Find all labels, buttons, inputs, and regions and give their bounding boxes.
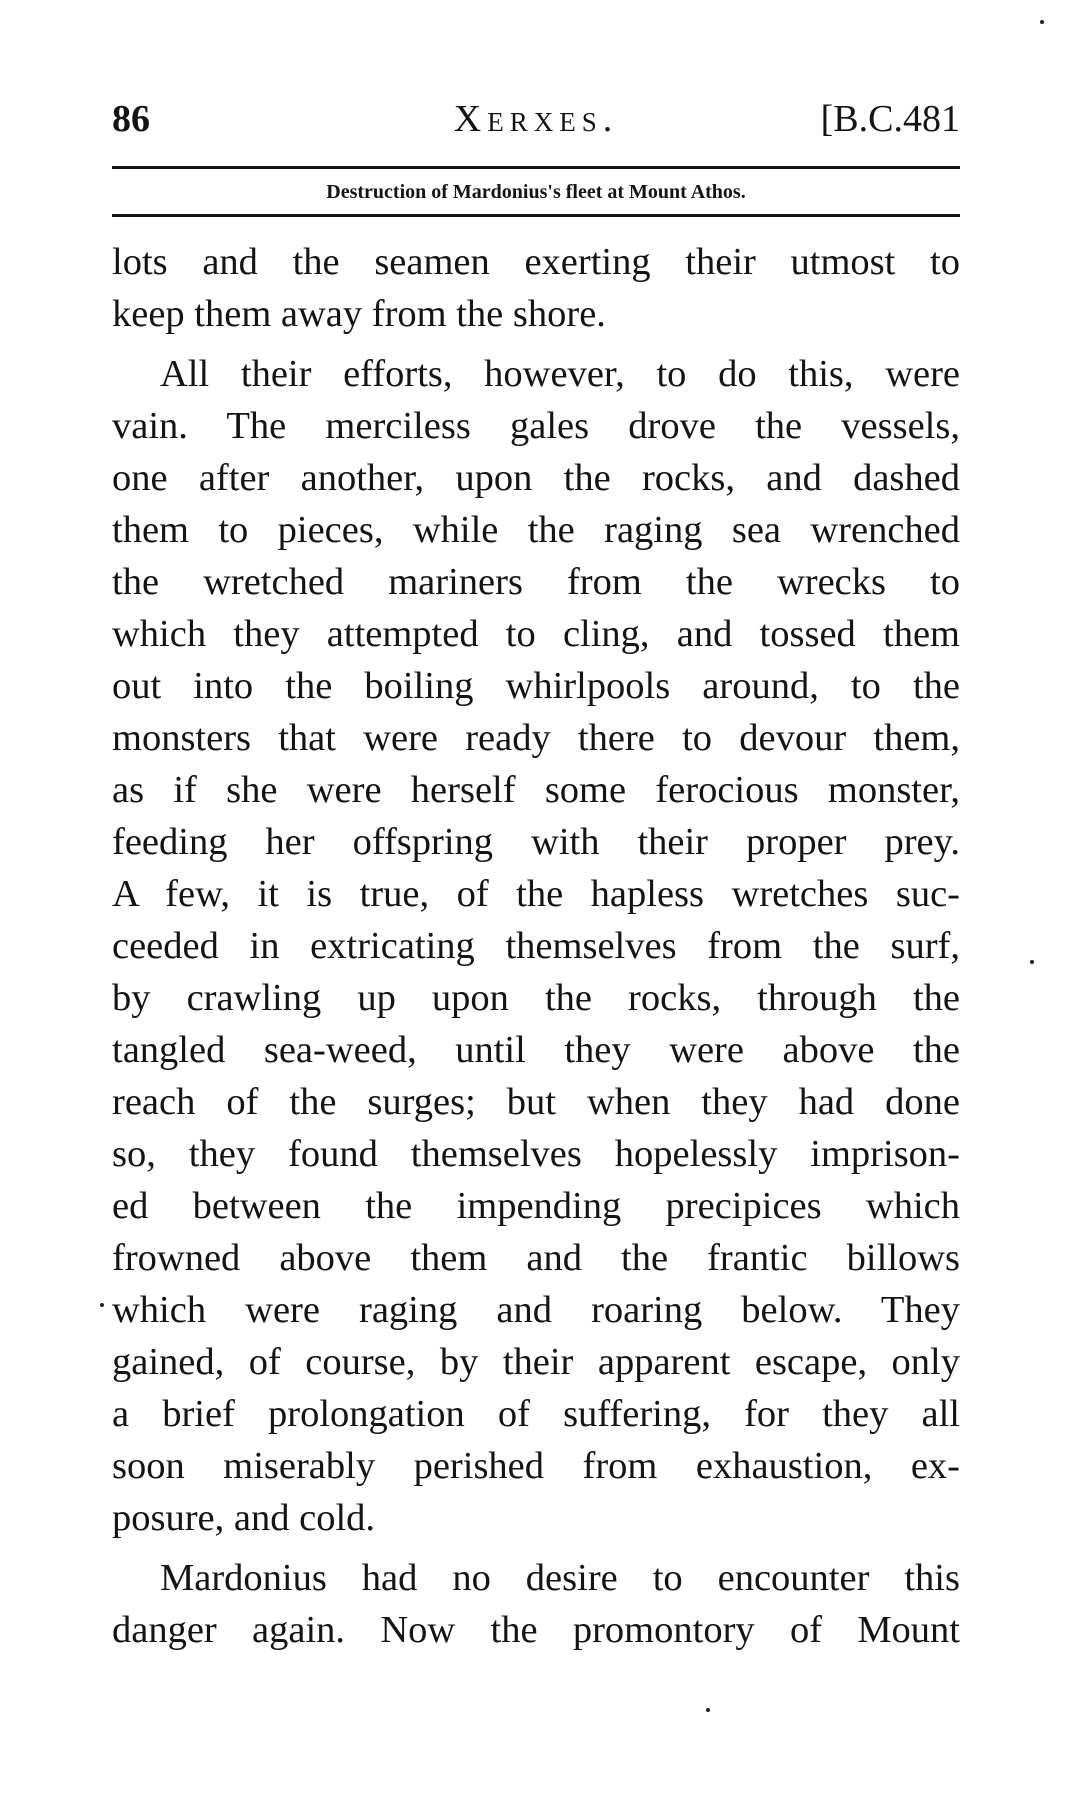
page-header [112, 94, 960, 144]
text-line: one after another, upon the rocks, and dashed [112, 457, 960, 499]
text-line: so, they found themselves hopelessly imprison- [112, 1133, 960, 1175]
text-line: danger again. Now the promontory of Mount [112, 1609, 960, 1651]
scan-speck [100, 1303, 104, 1307]
paragraph-break [112, 1544, 960, 1552]
text-line: A few, it is true, of the hapless wretches suc- [112, 873, 960, 915]
paragraph-break [112, 340, 960, 348]
text-line: monsters that were ready there to devour them, [112, 717, 960, 759]
scan-speck [1030, 960, 1034, 964]
page-number: 86 [112, 98, 150, 140]
header-rule-top [112, 166, 960, 169]
text-line: ed between the impending precipices which [112, 1185, 960, 1227]
text-line: reach of the surges; but when they had done [112, 1081, 960, 1123]
text-line: All their efforts, however, to do this, were [160, 353, 960, 395]
text-line: Mardonius had no desire to encounter this [160, 1557, 960, 1599]
date-mark: [B.C.481 [820, 98, 960, 140]
text-line: which were raging and roaring below. They [112, 1289, 960, 1331]
text-line: a brief prolongation of suffering, for they all [112, 1393, 960, 1435]
text-line: gained, of course, by their apparent escape, only [112, 1341, 960, 1383]
text-line: lots and the seamen exerting their utmost to [112, 241, 960, 283]
body-text [112, 236, 960, 1656]
text-line: the wretched mariners from the wrecks to [112, 561, 960, 603]
text-line: frowned above them and the frantic billows [112, 1237, 960, 1279]
text-line: keep them away from the shore. [112, 293, 606, 335]
text-line: by crawling up upon the rocks, through the [112, 977, 960, 1019]
text-line: posure, and cold. [112, 1497, 376, 1539]
scan-speck [1040, 20, 1044, 24]
text-line: out into the boiling whirlpools around, to the [112, 665, 960, 707]
header-rule-bottom [112, 214, 960, 217]
text-line: feeding her offspring with their proper prey. [112, 821, 960, 863]
text-line: which they attempted to cling, and tossed them [112, 613, 960, 655]
text-line: as if she were herself some ferocious monster, [112, 769, 960, 811]
text-line: tangled sea-weed, until they were above the [112, 1029, 960, 1071]
text-line: soon miserably perished from exhaustion, ex- [112, 1445, 960, 1487]
text-line: them to pieces, while the raging sea wrenched [112, 509, 960, 551]
text-line: vain. The merciless gales drove the vessels, [112, 405, 960, 447]
text-line: ceeded in extricating themselves from the surf, [112, 925, 960, 967]
section-subheading: Destruction of Mardonius's fleet at Mount Athos. [326, 181, 746, 203]
scan-speck [706, 1708, 710, 1712]
running-title: Xerxes. [453, 98, 619, 140]
